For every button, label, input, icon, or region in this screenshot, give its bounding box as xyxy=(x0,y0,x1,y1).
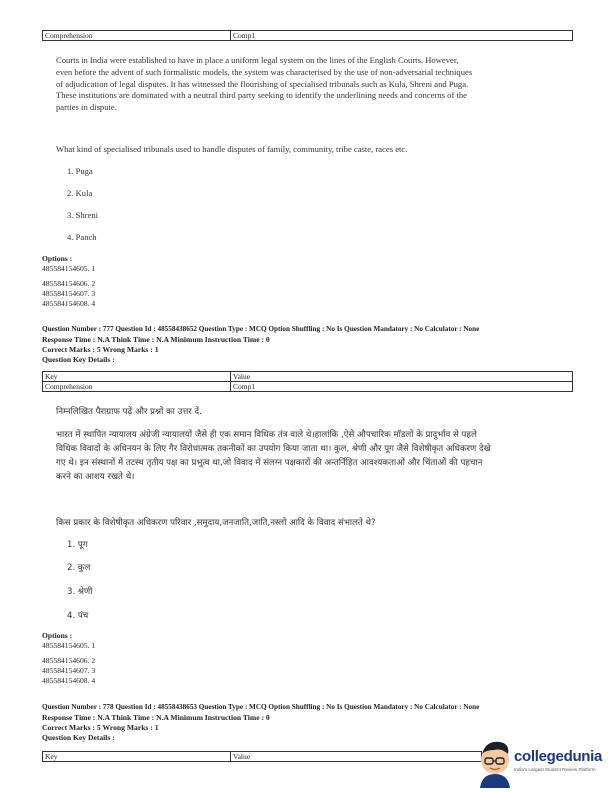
top-key-table xyxy=(42,30,573,41)
option-id: 485584154605. 1 xyxy=(42,264,96,273)
hindi-option-4: 4. पंच xyxy=(67,611,89,621)
option-id: 485584154607. 3 xyxy=(42,666,96,675)
english-option-4: 4. Panch xyxy=(67,232,97,242)
hindi-option-3: 3. श्रेणी xyxy=(67,587,93,597)
option-id: 485584154606. 2 xyxy=(42,279,96,288)
q778-line4: Question Key Details : xyxy=(42,733,115,742)
hindi-option-1: 1. पूग xyxy=(67,540,88,550)
english-question: What kind of specialised tribunals used to handle disputes of family, community, tribe caste, races etc. xyxy=(56,144,408,154)
english-option-3: 3. Shreni xyxy=(67,210,99,220)
option-id: 485584154608. 4 xyxy=(42,676,96,685)
key-header: Key xyxy=(43,372,231,382)
option-id: 485584154607. 3 xyxy=(42,289,96,298)
english-option-2: 2. Kula xyxy=(67,188,93,198)
options-label-2: Options : xyxy=(42,631,73,640)
q777-key-table xyxy=(42,371,573,392)
option-id: 485584154606. 2 xyxy=(42,656,96,665)
value-header: Value xyxy=(231,372,573,382)
q777-line3: Correct Marks : 5 Wrong Marks : 1 xyxy=(42,345,159,354)
english-passage: Courts in India were established to have in place a uniform legal system on the lines of the English Courts. However, even before the advent of such formalistic models, the system was characterised by the use of non-adversarial techniques of adjudication of legal disputes. It has witnessed the flourishing of specialised tribunals such as Kula, Shreni and Puga. These institutions are dominated with a neutral third party seeking to identify the underlining needs and concerns of the parties in dispute. xyxy=(56,55,473,113)
key-cell: Comprehension xyxy=(43,382,231,392)
q778-line3: Correct Marks : 5 Wrong Marks : 1 xyxy=(42,723,159,732)
top-key-cell: Comprehension xyxy=(43,31,231,41)
q778-line2: Response Time : N.A Think Time : N.A Minimum Instruction Time : 0 xyxy=(42,713,270,722)
brand-tagline: India's Largest Student Review Platform xyxy=(514,767,596,772)
collegedunia-logo xyxy=(478,736,608,788)
hindi-question: किस प्रकार के विशेषीकृत अधिकरण परिवार ,समुदाय,जनजाति,जाति,नस्लों आदि के विवाद संभालते थे? xyxy=(56,518,376,528)
hindi-passage: भारत में स्थापित न्यायालय अंग्रेजी न्यायालयों जैसे ही एक समान विधिक तंत्र वाले थे।हालांकि ,ऐसे औपचारिक मॉडलों के प्रादुर्भाव से पहले विधिक विवादों के अधिनयन के लिए गैर विरोधात्मक तकनीकों का उपयोग किया जाता था। कुल, श्रेणी और पूग जैसे विशेषीकृत अधिकरण देखे गए थे। इन संस्थानों में तटस्थ तृतीय पक्ष का प्रभुत्व था,जो विवाद में संलग्न पक्षकारों की अन्तर्निहित आवश्यकताओं और चिंताओं की पहचान करने का आशय रखते थे। xyxy=(56,430,491,482)
q778-line1: Question Number : 778 Question Id : 48558438653 Question Type : MCQ Option Shuffling : No Is Question Mandatory : No Calculator : None xyxy=(42,703,480,711)
value-header: Value xyxy=(231,752,482,762)
brand-name: collegedunia xyxy=(514,748,603,765)
hindi-option-2: 2. कुल xyxy=(67,563,91,573)
value-cell: Comp1 xyxy=(231,382,573,392)
option-id: 485584154608. 4 xyxy=(42,299,96,308)
hindi-instruction: निम्नलिखित पैराग्राफ पढ़ें और प्रश्नों का उत्तर दें. xyxy=(56,407,202,417)
q778-key-table xyxy=(42,751,482,762)
q777-line2: Response Time : N.A Think Time : N.A Minimum Instruction Time : 0 xyxy=(42,335,270,344)
english-option-1: 1. Puga xyxy=(67,166,93,176)
options-label-1: Options : xyxy=(42,254,73,263)
q777-line1: Question Number : 777 Question Id : 48558438652 Question Type : MCQ Option Shuffling : No Is Question Mandatory : No Calculator : None xyxy=(42,325,480,333)
top-value-cell: Comp1 xyxy=(231,31,573,41)
q777-line4: Question Key Details : xyxy=(42,355,115,364)
key-header: Key xyxy=(43,752,231,762)
option-id: 485584154605. 1 xyxy=(42,641,96,650)
